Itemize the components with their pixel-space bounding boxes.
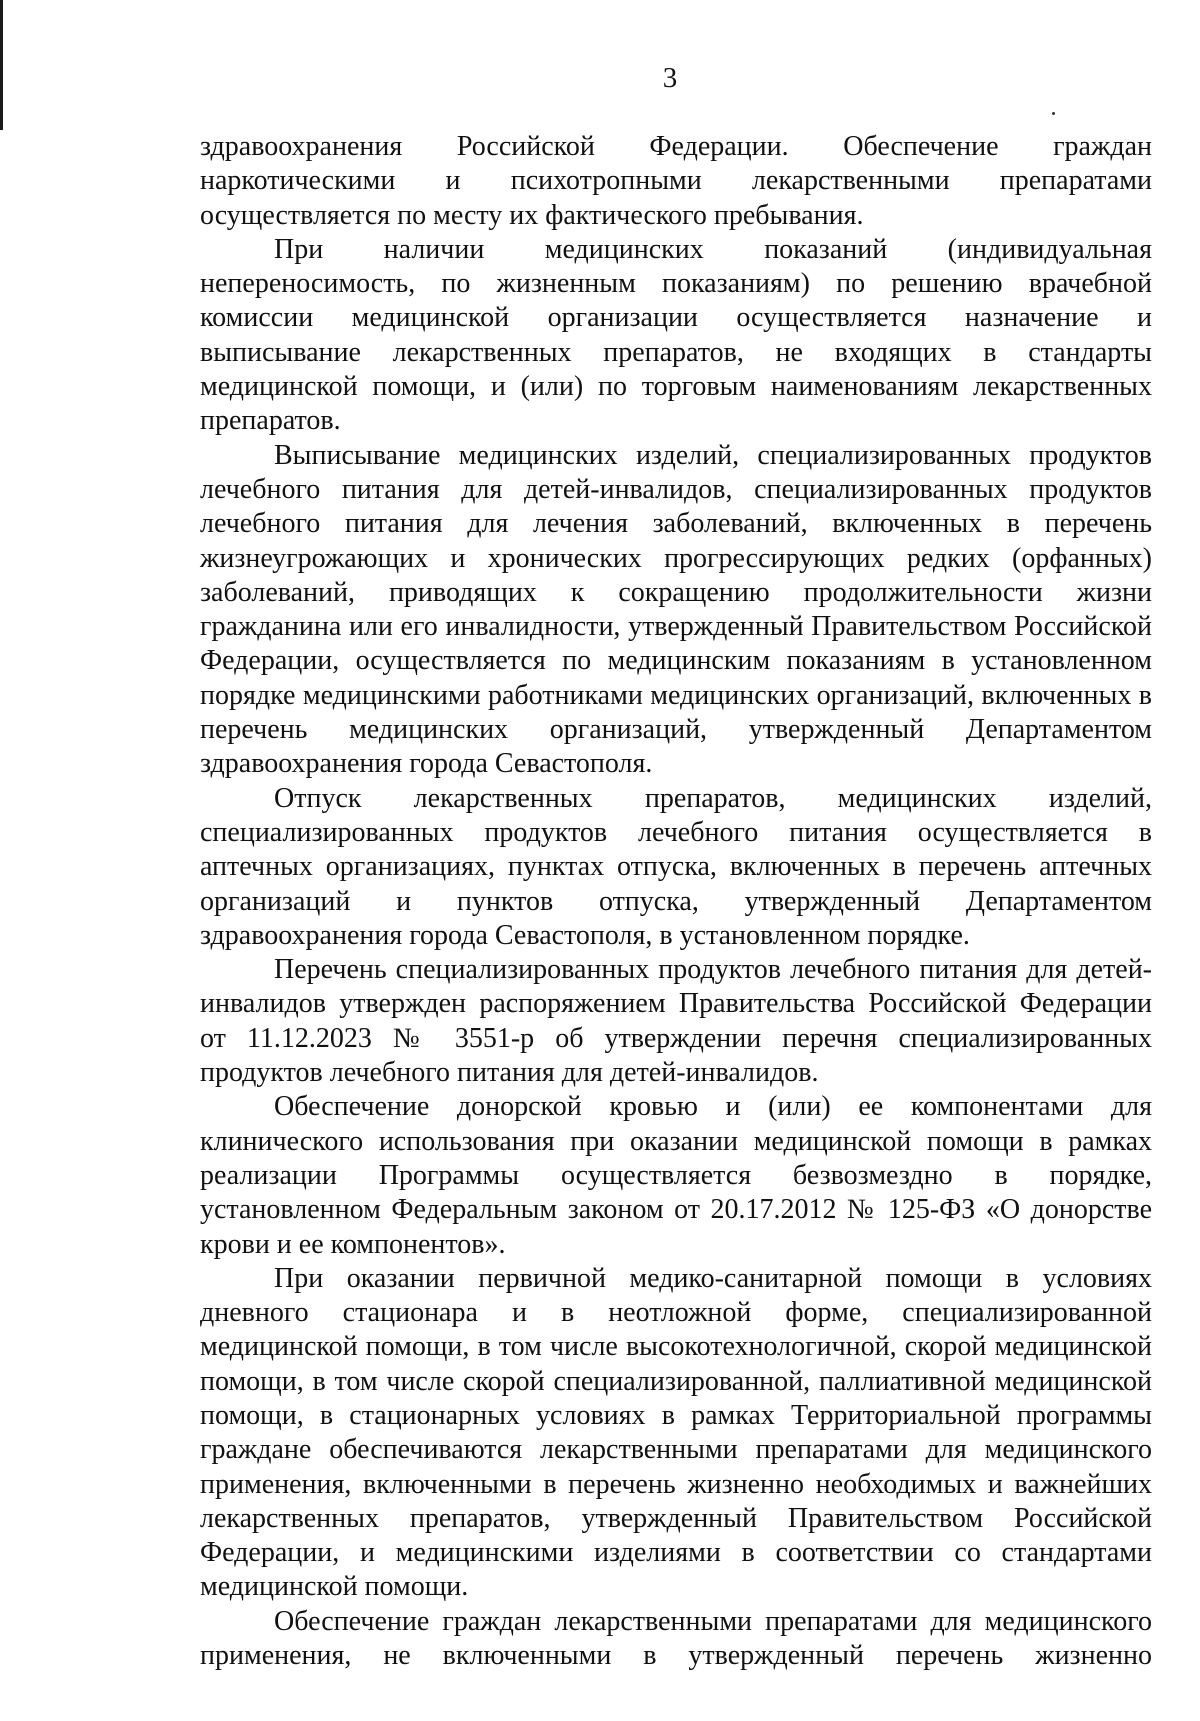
paragraph-3: Выписывание медицинских изделий, специализированных продуктов лечебного питания для детей-инвалидов, специализированных продуктов лечебного питания для лечения заболеваний, включенных в перечень жизнеугрожающих и хронических прогрессирующих редких (орфанных) заболеваний, приводящих к сокращению продолжительности жизни гражданина или его инвалидности, утвержденный Правительством Российской Федерации, осуществляется по медицинским показаниям в установленном порядке медицинскими работниками медицинских организаций, включенных в перечень медицинских организаций, утвержденный Департаментом здравоохранения города Севастополя. bbox=[200, 439, 1152, 780]
document-body bbox=[200, 130, 1152, 1673]
paragraph-2: При наличии медицинских показаний (индивидуальная непереносимость, по жизненным показаниям) по решению врачебной комиссии медицинской организации осуществляется назначение и выписывание лекарственных препаратов, не входящих в стандарты медицинской помощи, и (или) по торговым наименованиям лекарственных препаратов. bbox=[200, 233, 1152, 437]
paragraph-8: Обеспечение граждан лекарственными препаратами для медицинского применения, не включенными в утвержденный перечень жизненно bbox=[200, 1605, 1152, 1672]
paragraph-7: При оказании первичной медико-санитарной помощи в условиях дневного стационара и в неотложной форме, специализированной медицинской помощи, в том числе высокотехнологичной, скорой медицинской помощи, в том числе скорой специализированной, паллиативной медицинской помощи, в стационарных условиях в рамках Территориальной программы граждане обеспечиваются лекарственными препаратами для медицинского применения, включенными в перечень жизненно необходимых и важнейших лекарственных препаратов, утвержденный Правительством Российской Федерации, и медицинскими изделиями в соответствии со стандартами медицинской помощи. bbox=[200, 1262, 1152, 1603]
paragraph-4: Отпуск лекарственных препаратов, медицинских изделий, специализированных продуктов лечебного питания осуществляется в аптечных организациях, пунктах отпуска, включенных в перечень аптечных организаций и пунктов отпуска, утвержденный Департаментом здравоохранения города Севастополя, в установленном порядке. bbox=[200, 782, 1152, 951]
paragraph-1: здравоохранения Российской Федерации. Обеспечение граждан наркотическими и психотропными лекарственными препаратами осуществляется по месту их фактического пребывания. bbox=[200, 131, 1152, 231]
paragraph-5: Перечень специализированных продуктов лечебного питания для детей-инвалидов утвержден распоряжением Правительства Российской Федерации от 11.12.2023 № 3551-р об утверждении перечня специализированных продуктов лечебного питания для детей-инвалидов. bbox=[200, 954, 1152, 1089]
paragraph-6: Обеспечение донорской кровью и (или) ее компонентами для клинического использования при оказании медицинской помощи в рамках реализации Программы осуществляется безвозмездно в порядке, установленном Федеральным законом от 20.17.2012 № 125-ФЗ «О донорстве крови и ее компонентов». bbox=[200, 1091, 1152, 1260]
scan-speck bbox=[1052, 112, 1055, 115]
page-number: 3 bbox=[662, 62, 678, 94]
